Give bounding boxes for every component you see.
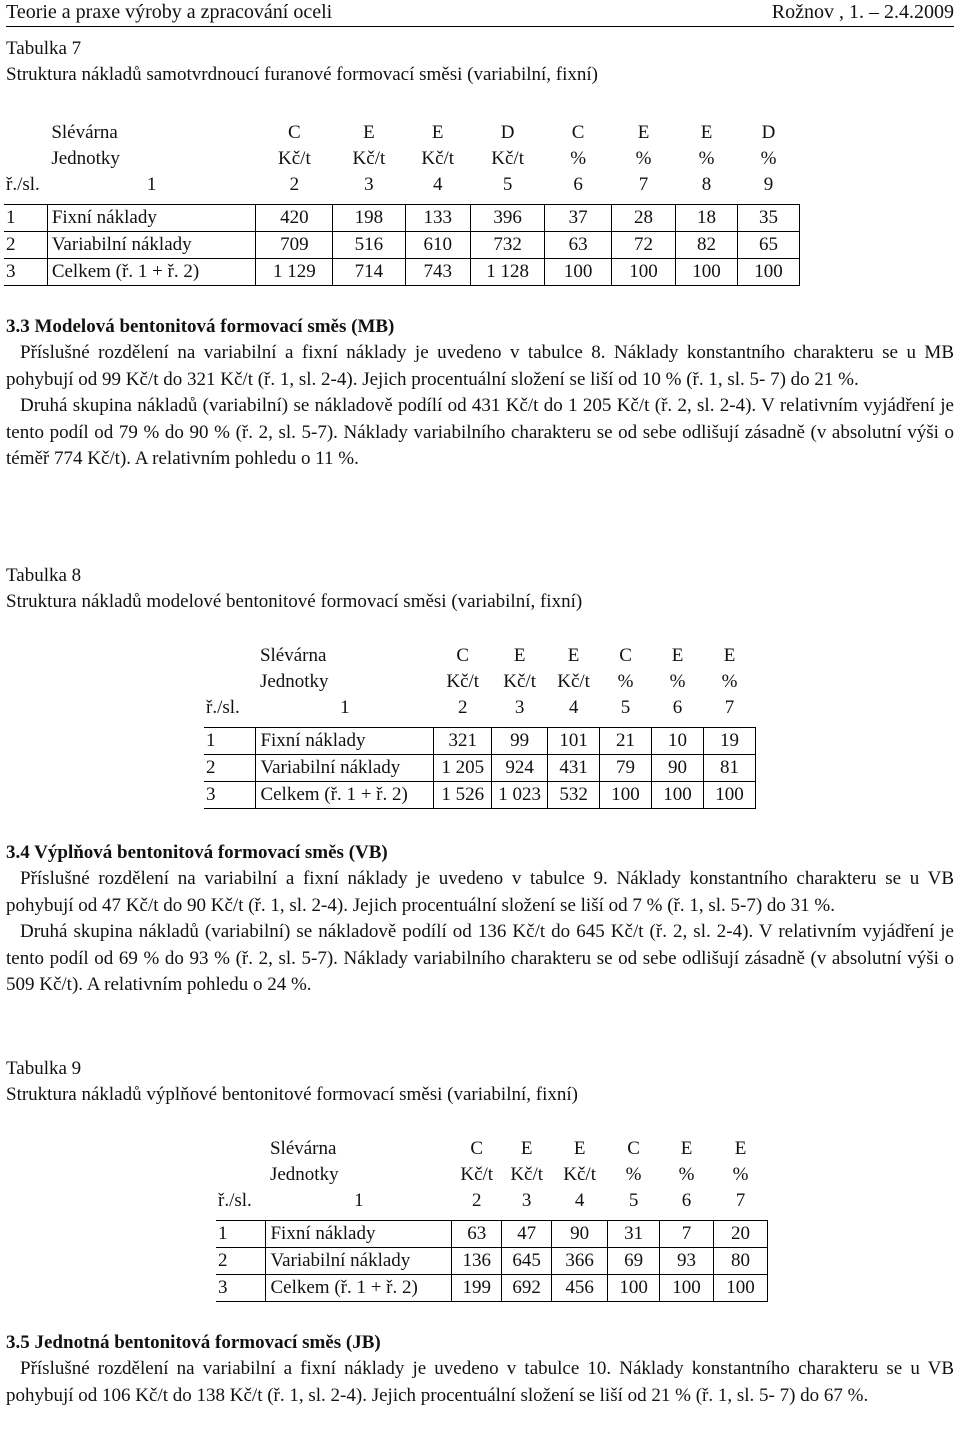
column-number: 3 [514,697,525,718]
units-label: Jednotky [51,148,120,169]
foundry-code: C [619,645,632,666]
row-label: Fixní náklady [266,1221,452,1248]
value-cell: 79 [600,755,652,782]
value-cell: 72 [611,232,675,259]
row-label: Fixní náklady [47,205,256,232]
row-number: 3 [216,1275,266,1302]
column-number: 3 [364,174,374,195]
foundry-label: Slévárna [51,122,118,143]
value-cell: 63 [545,232,612,259]
value-cell: 732 [470,232,545,259]
section-3-3-paragraph-2: Druhá skupina nákladů (variabilní) se nákladově podílí od 431 Kč/t do 1 205 Kč/t (ř. 2, sl. 2-4). V relativním vyjádření je tento podíl od 79 % do 90 % (ř. 2, sl. 5-7). Náklady variabilního charakteru se od sebe odlišují zásadně (v absolutní výši o téměř 774 Kč/t). A relativním pohledu o 11 %. [6,395,954,469]
value-cell: 714 [333,259,405,286]
section-3-4 [6,840,954,999]
header-row-foundry [216,1136,768,1162]
unit-cell: % [617,671,634,692]
value-cell: 21 [600,728,652,755]
header-row-foundry [4,120,800,146]
unit-cell: Kč/t [278,148,311,169]
row-number: 3 [204,782,256,809]
foundry-code: E [637,122,650,143]
value-cell: 198 [333,205,405,232]
value-cell: 100 [600,782,652,809]
row-column-label: ř./sl. [218,1190,252,1211]
unit-cell: Kč/t [563,1164,596,1185]
section-3-3-paragraph-1: Příslušné rozdělení na variabilní a fixní náklady je uvedeno v tabulce 8. Náklady konstantního charakteru se u MB pohybují od 99 Kč/t do 321 Kč/t (ř. 1, sl. 2-4). Jejich procentuální složení se liší od 10 % (ř. 1, sl. 5- 7) do 21 %. [6,342,954,390]
row-number: 2 [204,755,256,782]
row-column-label: ř./sl. [6,174,40,195]
section-3-4-paragraph-2: Druhá skupina nákladů (variabilní) se nákladově podílí od 136 Kč/t do 645 Kč/t (ř. 2, sl. 2-4). V relativním vyjádření je tento podíl od 69 % do 93 % (ř. 2, sl. 5-7). Náklady variabilního charakteru se od sebe odlišují zásadně (v absolutní výši o 509 Kč/t). A relativním pohledu o 24 %. [6,921,954,995]
foundry-code: E [520,1138,533,1159]
value-cell: 65 [738,232,800,259]
value-cell: 69 [608,1248,660,1275]
unit-cell: Kč/t [491,148,524,169]
table7-caption-block [6,36,954,88]
column-number: 7 [724,697,735,718]
foundry-label: Slévárna [269,1138,337,1159]
column-number: 8 [701,174,712,195]
table-row [216,1221,768,1248]
section-3-4-heading: 3.4 Výplňová bentonitová formovací směs (VB) [6,842,388,863]
value-cell: 199 [452,1275,502,1302]
value-cell: 100 [611,259,675,286]
foundry-code: E [513,645,526,666]
table-row [204,755,756,782]
value-cell: 99 [492,728,548,755]
table-row [216,1248,768,1275]
unit-cell: Kč/t [510,1164,544,1185]
column-number: 4 [568,697,579,718]
column-number: 2 [289,174,300,195]
units-label: Jednotky [269,1164,339,1185]
unit-cell: Kč/t [460,1164,494,1185]
value-cell: 100 [652,782,704,809]
header-row-foundry [204,643,756,669]
value-cell: 420 [256,205,333,232]
foundry-code: D [761,122,776,143]
table8-caption: Tabulka 8 [6,565,82,586]
column-number: 5 [628,1190,639,1211]
value-cell: 82 [676,232,738,259]
table-row [204,782,756,809]
foundry-code: C [288,122,301,143]
column-number: 3 [521,1190,532,1211]
table7-caption: Tabulka 7 [6,38,82,59]
foundry-code: E [567,645,580,666]
unit-cell: % [760,148,777,169]
column-number: 4 [574,1190,585,1211]
foundry-code: E [700,122,713,143]
table-row [4,259,800,286]
column-number: 9 [763,174,774,195]
table-row [4,232,800,259]
value-cell: 924 [492,755,548,782]
units-label: Jednotky [259,671,329,692]
table7 [4,120,800,286]
value-cell: 100 [703,782,755,809]
value-cell: 456 [552,1275,608,1302]
value-cell: 80 [714,1248,768,1275]
value-cell: 10 [652,728,704,755]
column-number: 6 [672,697,683,718]
value-cell: 100 [738,259,800,286]
value-cell: 63 [452,1221,502,1248]
row-label: Variabilní náklady [47,232,256,259]
row-label: Celkem (ř. 1 + ř. 2) [256,782,434,809]
value-cell: 1 023 [492,782,548,809]
value-cell: 1 129 [256,259,333,286]
value-cell: 1 128 [470,259,545,286]
foundry-label: Slévárna [259,645,327,666]
value-cell: 396 [470,205,545,232]
foundry-code: D [500,122,515,143]
value-cell: 532 [548,782,600,809]
column-number: 1 [146,174,157,195]
corner-cell [4,120,47,146]
row-label: Celkem (ř. 1 + ř. 2) [266,1275,452,1302]
unit-cell: % [732,1164,749,1185]
value-cell: 709 [256,232,333,259]
table8 [204,643,756,809]
column-number: 1 [340,697,350,718]
value-cell: 431 [548,755,600,782]
row-number: 1 [216,1221,266,1248]
value-cell: 90 [552,1221,608,1248]
foundry-code: E [431,122,444,143]
value-cell: 31 [608,1221,660,1248]
value-cell: 81 [703,755,755,782]
foundry-code: C [456,645,470,666]
foundry-code: E [363,122,375,143]
value-cell: 47 [502,1221,552,1248]
value-cell: 100 [660,1275,714,1302]
foundry-code: E [734,1138,747,1159]
value-cell: 645 [502,1248,552,1275]
header-row-units [204,669,756,695]
value-cell: 133 [405,205,470,232]
foundry-code: E [573,1138,586,1159]
header-row-units [216,1162,768,1188]
table-row [4,205,800,232]
value-cell: 20 [714,1221,768,1248]
value-cell: 37 [545,205,612,232]
column-number: 5 [620,697,631,718]
row-number: 3 [4,259,47,286]
unit-cell: Kč/t [557,671,590,692]
row-label: Fixní náklady [256,728,434,755]
header-row-units [4,146,800,172]
column-number: 5 [502,174,513,195]
table8-title: Struktura nákladů modelové bentonitové formovací směsi (variabilní, fixní) [6,591,583,612]
value-cell: 18 [676,205,738,232]
section-3-5-heading: 3.5 Jednotná bentonitová formovací směs (JB) [6,1332,381,1353]
value-cell: 7 [660,1221,714,1248]
unit-cell: Kč/t [446,671,480,692]
header-row-column-numbers [4,172,800,198]
value-cell: 1 205 [434,755,492,782]
corner-cell [216,1162,266,1188]
value-cell: 692 [502,1275,552,1302]
table9-caption-block [6,1056,954,1108]
unit-cell: Kč/t [352,148,386,169]
value-cell: 100 [676,259,738,286]
corner-cell [204,643,256,669]
row-label: Celkem (ř. 1 + ř. 2) [47,259,256,286]
table9 [216,1136,768,1302]
foundry-code: C [470,1138,484,1159]
unit-cell: % [570,148,587,169]
table-row [216,1275,768,1302]
column-number: 7 [638,174,649,195]
unit-cell: Kč/t [421,148,455,169]
unit-cell: % [678,1164,695,1185]
row-number: 2 [216,1248,266,1275]
value-cell: 28 [611,205,675,232]
unit-cell: Kč/t [503,671,536,692]
foundry-code: E [723,645,736,666]
row-number: 1 [204,728,256,755]
section-3-5-paragraph-1: Příslušné rozdělení na variabilní a fixní náklady je uvedeno v tabulce 10. Náklady konstantního charakteru se u VB pohybují od 106 Kč/t do 138 Kč/t (ř. 1, sl. 2-4). Jejich procentuální složení se liší od 21 % (ř. 1, sl. 5- 7) do 67 %. [6,1358,954,1406]
column-number: 1 [354,1190,364,1211]
table9-title: Struktura nákladů výplňové bentonitové formovací směsi (variabilní, fixní) [6,1084,578,1105]
header-conference-title: Teorie a praxe výroby a zpracování oceli [6,1,333,23]
header-row-column-numbers [204,695,756,721]
foundry-code: C [571,122,585,143]
value-cell: 136 [452,1248,502,1275]
row-label: Variabilní náklady [256,755,434,782]
unit-cell: % [698,148,715,169]
foundry-code: E [671,645,684,666]
unit-cell: % [625,1164,642,1185]
column-number: 2 [471,1190,482,1211]
unit-cell: % [721,671,738,692]
value-cell: 90 [652,755,704,782]
table-row [204,728,756,755]
value-cell: 366 [552,1248,608,1275]
column-number: 7 [735,1190,746,1211]
section-3-5 [6,1330,954,1409]
column-number: 4 [432,174,443,195]
value-cell: 100 [608,1275,660,1302]
page-header [6,0,954,27]
section-3-3 [6,314,954,473]
column-number: 2 [457,697,468,718]
value-cell: 35 [738,205,800,232]
value-cell: 610 [405,232,470,259]
value-cell: 100 [545,259,612,286]
value-cell: 743 [405,259,470,286]
row-column-label: ř./sl. [206,697,240,718]
corner-cell [4,146,47,172]
foundry-code: C [627,1138,640,1159]
row-number: 2 [4,232,47,259]
corner-cell [216,1136,266,1162]
column-number: 6 [681,1190,692,1211]
value-cell: 101 [548,728,600,755]
table8-caption-block [6,563,954,615]
value-cell: 93 [660,1248,714,1275]
value-cell: 516 [333,232,405,259]
column-number: 6 [573,174,583,195]
header-place-date: Rožnov , 1. – 2.4.2009 [771,1,954,23]
value-cell: 100 [714,1275,768,1302]
unit-cell: % [635,148,652,169]
unit-cell: % [669,671,686,692]
row-number: 1 [4,205,47,232]
header-row-column-numbers [216,1188,768,1214]
corner-cell [204,669,256,695]
table7-title: Struktura nákladů samotvrdnoucí furanové formovací směsi (variabilní, fixní) [6,64,599,85]
section-3-4-paragraph-1: Příslušné rozdělení na variabilní a fixní náklady je uvedeno v tabulce 9. Náklady konstantního charakteru se u VB pohybují od 47 Kč/t do 90 Kč/t (ř. 1, sl. 2-4). Jejich procentuální složení se liší od 7 % (ř. 1, sl. 5-7) do 31 %. [6,868,954,916]
section-3-3-heading: 3.3 Modelová bentonitová formovací směs (MB) [6,316,395,337]
foundry-code: E [680,1138,693,1159]
value-cell: 19 [703,728,755,755]
value-cell: 321 [434,728,492,755]
table9-caption: Tabulka 9 [6,1058,82,1079]
row-label: Variabilní náklady [266,1248,452,1275]
value-cell: 1 526 [434,782,492,809]
